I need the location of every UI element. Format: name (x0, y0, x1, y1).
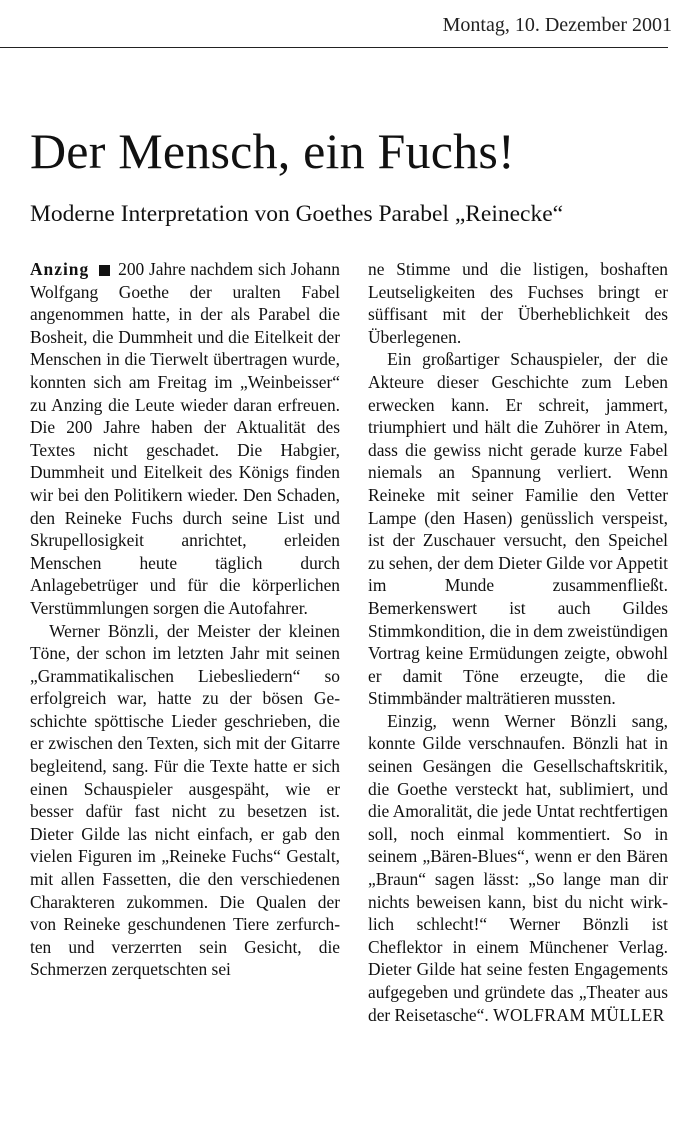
article-author: WOLFRAM MÜLLER (493, 1004, 665, 1025)
square-bullet-icon (99, 265, 110, 276)
article-headline: Der Mensch, ein Fuchs! (30, 123, 515, 179)
article-paragraph: Ein großartiger Schauspieler, der die Akteure dieser Geschichte zum Leben erwecken kann. Er schreit, jammert, triumphiert und hält die Zuhörer in Atem, dass die gewiss nicht gerade kurze Fabel niemals an Spannung verliert. Wenn Reineke mit seiner Familie den Vetter Lampe (den Hasen) genüsslich verspeist, ist der Zuschauer versucht, den Speichel zu sehen, der dem Dieter Gilde vor Appetit im Munde zusammenfließt. Bemerkenswert ist auch Gildes Stimmkondition, die in dem zweistündigen Vortrag keine Ermüdungen zeigte, obwohl er damit Töne erzeugte, die die Stimmbänder malträtieren mussten. (368, 349, 668, 709)
issue-date: Montag, 10. Dezember 2001 (442, 14, 672, 36)
article-subheadline: Moderne Interpretation von Goethes Parabel „Reinecke“ (30, 201, 564, 227)
article-paragraph: Werner Bönzli, der Meister der kleinen Töne, der schon im letzten Jahr mit seinen „Grammatikalischen Liebesliedern“ so erfolgreich war, hatte zu der bösen Geschichte spöttische Lieder geschrieben, die er zwischen den Texten, sich mit der Gitarre begleitend, sang. Für die Texte hatte er sich einen Schauspieler ausgespäht, wie er besser dafür fast nicht zu besetzen ist. Dieter Gilde las nicht einfach, er gab den vielen Figuren im „Reineke Fuchs“ Gestalt, mit allen Fassetten, die den verschiedenen Charakteren zukommen. Die Qualen der von Reineke geschundenen Tiere zerfurchten und verzerrten sein Gesicht, die Schmerzen zerquetschten sei (30, 620, 340, 980)
article-paragraph: Einzig, wenn Werner Bönzli sang, konnte Gilde verschnaufen. Bönzli hat in seinen Gesängen die Gesellschaftskritik, die Goethe versteckt hat, sublimiert, und die Amoralität, die jede Untat rechtfertigen soll, noch einmal kommentiert. So in seinem „Bären-Blues“, wenn er den Bären „Braun“ sagen lässt: „So lange man dir nichts beweisen kann, bist du nicht wirklich schlecht!“ Werner Bönzli ist Cheflektor in einem Münchener Verlag. Dieter Gilde hat seine festen Engagements aufgegeben und gründete das „Theater aus der Reisetasche“. WOLFRAM MÜLLER (368, 710, 668, 1025)
header-rule (0, 47, 668, 48)
article-column-right (368, 258, 668, 1026)
paragraph-text: 200 Jahre nachdem sich Johann Wolfgang Goethe der uralten Fabel angenommen hatte, in der als Parabel die Bosheit, die Dummheit und die Eitelkeit der Menschen in die Tierwelt übertragen wurde, konnten sich am Freitag im „Weinbeisser“ zu Anzing die Leute wieder daran erfreuen. Die 200 Jahre haben der Aktualität des Textes nicht geschadet. Die Habgier, Dummheit und Eitelkeit des Königs finden wir bei den Politikern wieder. Den Schaden, den Reineke Fuchs durch seine List und Skrupellosigkeit anrichtet, erleiden Menschen heute täglich durch Anlagebetrüger und für die körperlichen Verstümmlungen sorgen die Autofahrer. (30, 259, 340, 618)
article-column-left (30, 258, 340, 981)
article-paragraph: ne Stimme und die listigen, boshaften Leutseligkeiten des Fuchses bringt er süffisant mit der Überheblichkeit des Überlegenen. (368, 259, 668, 347)
article-location: Anzing (30, 259, 90, 279)
article-paragraph (30, 258, 340, 620)
